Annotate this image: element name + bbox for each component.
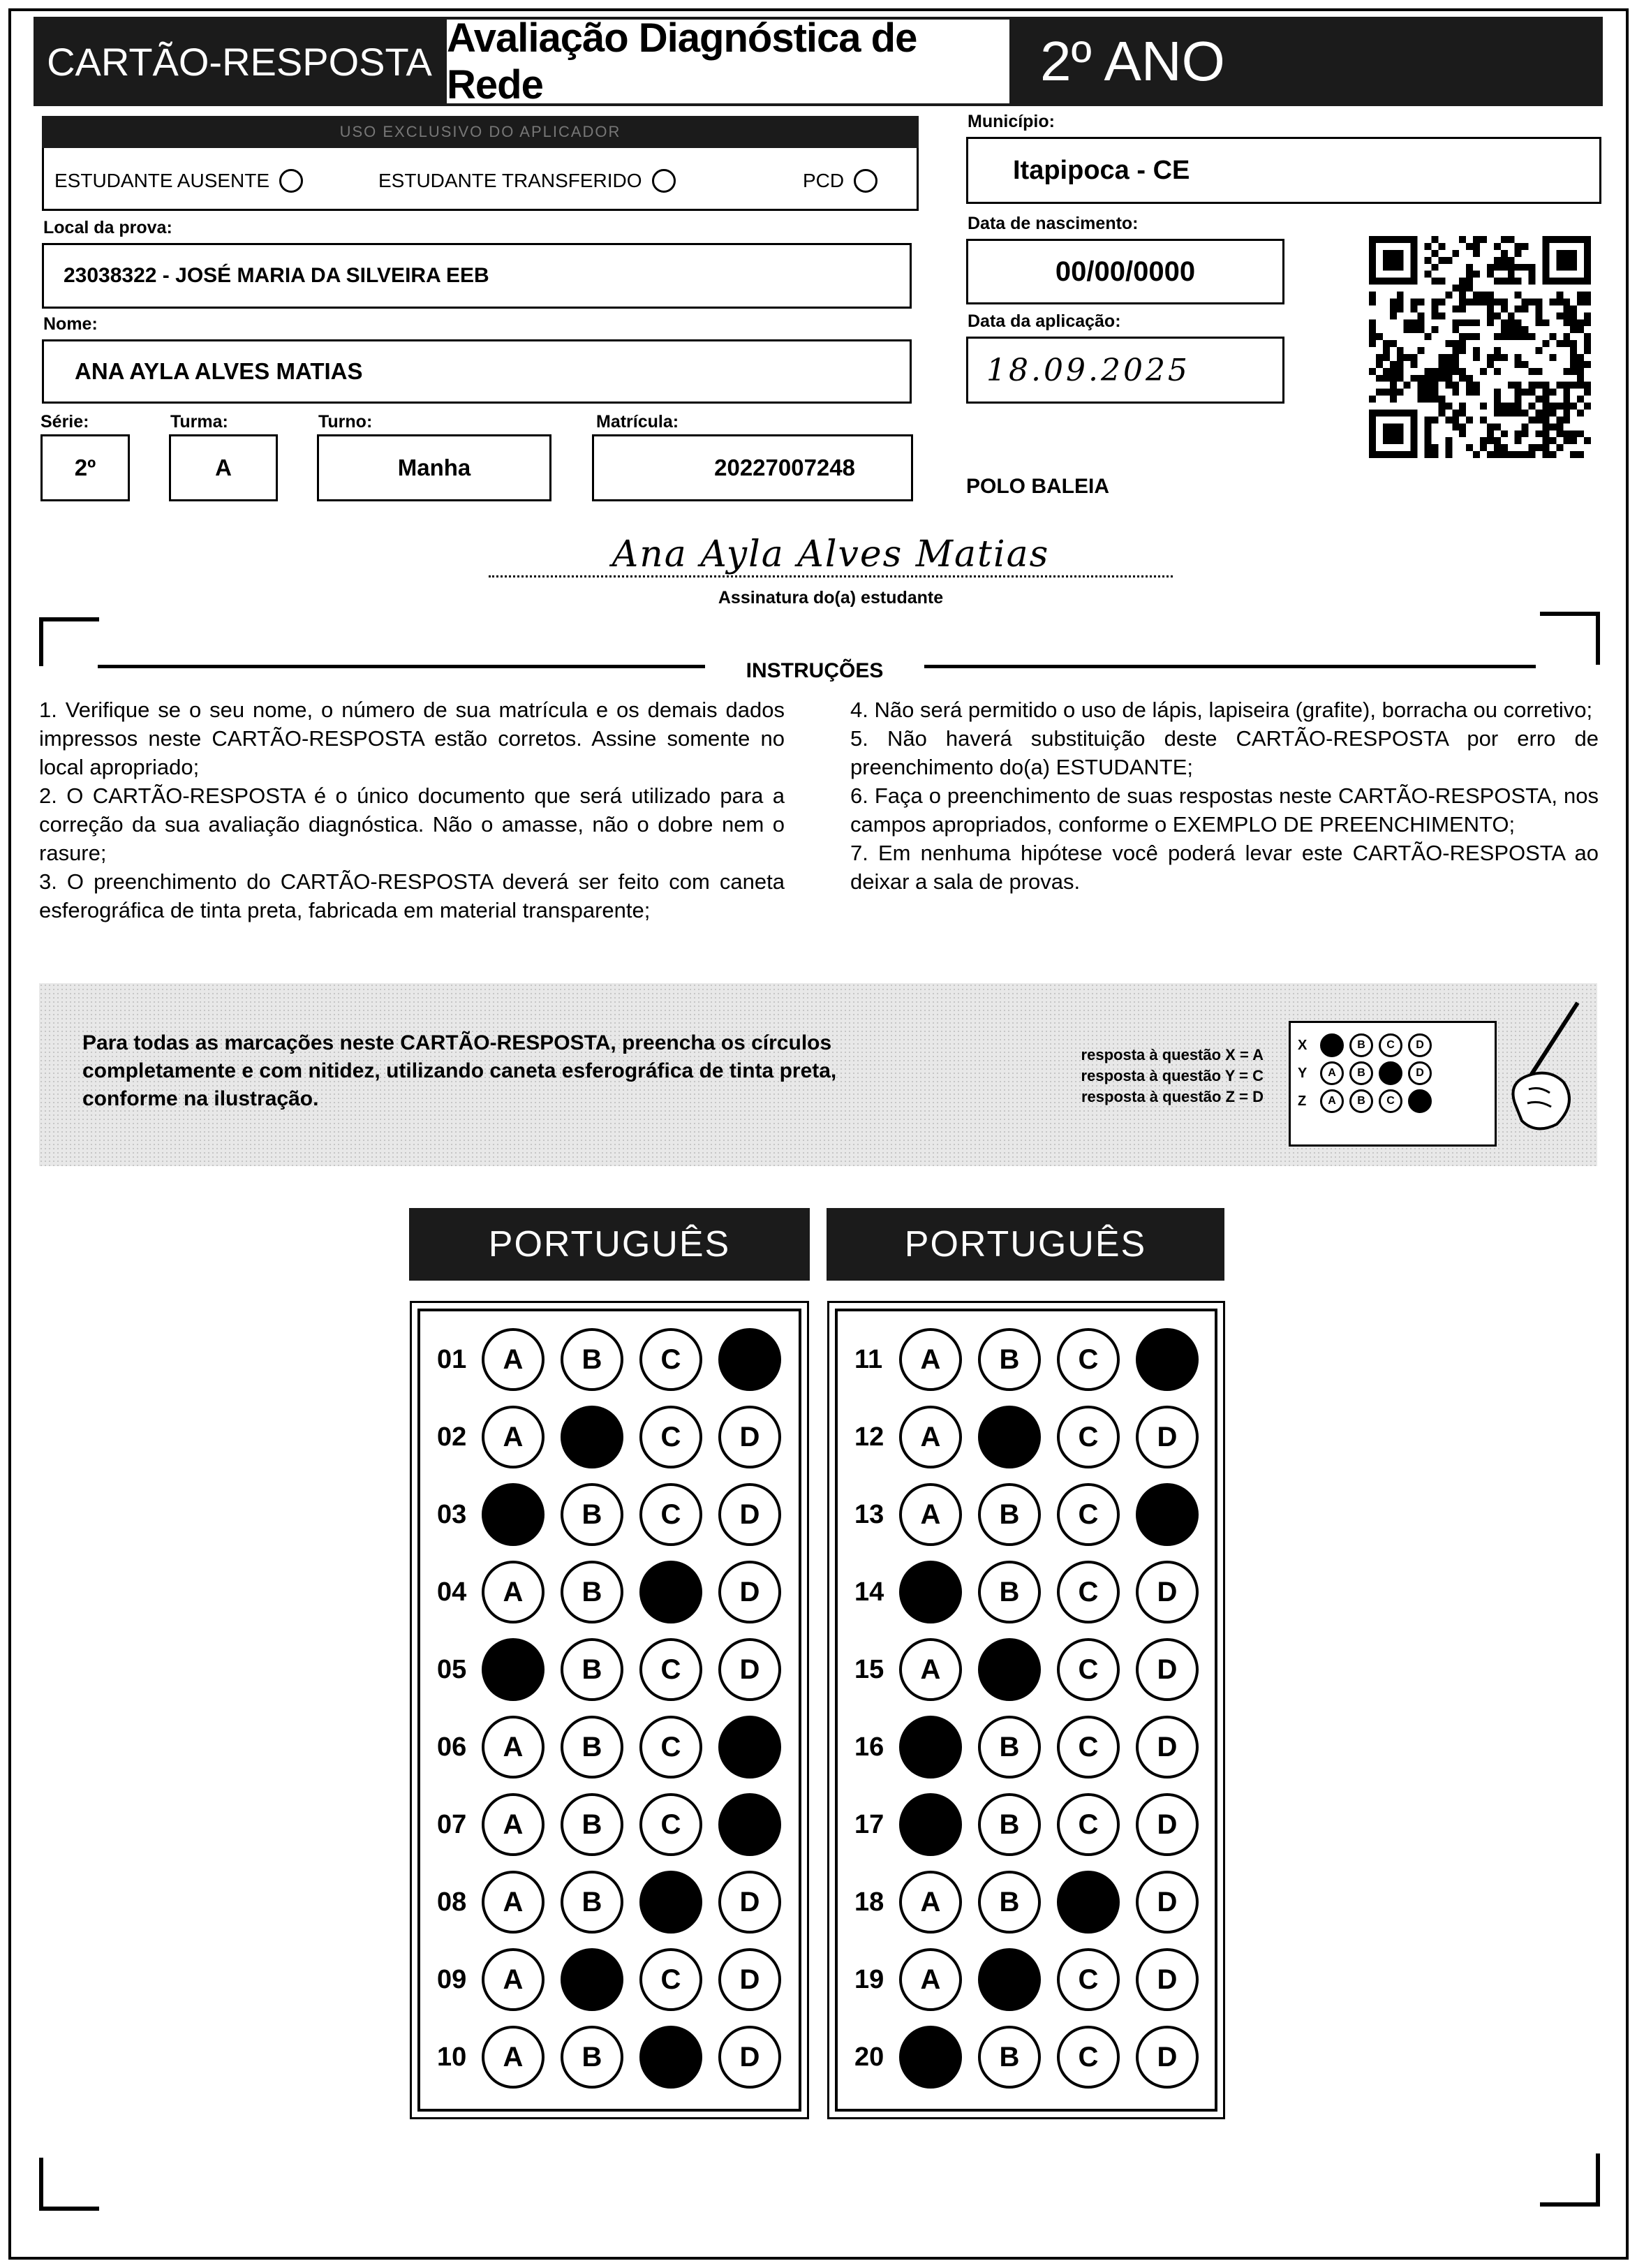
example-row-label: Y xyxy=(1298,1065,1308,1081)
pcd-circle-icon[interactable] xyxy=(854,169,877,193)
answer-bubble-b[interactable]: B xyxy=(978,1561,1041,1623)
signature-handwriting: Ana Ayla Alves Matias xyxy=(612,533,1050,575)
transferred-label: ESTUDANTE TRANSFERIDO xyxy=(378,170,642,191)
answer-bubble-d[interactable]: D xyxy=(1136,1793,1199,1856)
turno-value: Manha xyxy=(397,455,471,480)
answer-bubble-b-filled[interactable] xyxy=(978,1948,1041,2011)
question-number: 05 xyxy=(437,1654,467,1684)
matricula-label: Matrícula: xyxy=(596,412,679,432)
question-number: 18 xyxy=(854,1887,884,1917)
answer-bubble-a[interactable]: A xyxy=(482,1948,545,2011)
answer-bubble-c[interactable]: C xyxy=(1057,1561,1120,1623)
answer-bubble-a-filled[interactable] xyxy=(899,1793,962,1856)
answer-bubble-d[interactable]: D xyxy=(1136,1561,1199,1623)
question-number: 10 xyxy=(437,2042,467,2072)
nome-label: Nome: xyxy=(43,314,98,334)
answer-bubble-a[interactable]: A xyxy=(482,1871,545,1934)
answer-bubble-d[interactable]: D xyxy=(718,2026,781,2089)
serie-label: Série: xyxy=(40,412,89,432)
instruction-item: 7. Em nenhuma hipótese você poderá levar este CARTÃO-RESPOSTA ao deixar a sala de provas. xyxy=(850,841,1599,894)
instruction-item: 4. Não será permitido o uso de lápis, lapiseira (grafite), borracha ou corretivo; xyxy=(850,698,1593,722)
question-row xyxy=(437,1948,797,2011)
answer-bubble-a-filled[interactable] xyxy=(899,1561,962,1623)
polo-label: POLO BALEIA xyxy=(966,475,1110,498)
answer-bubble-d-filled[interactable] xyxy=(718,1716,781,1779)
answer-bubble-a[interactable]: A xyxy=(899,1483,962,1546)
question-number: 17 xyxy=(854,1809,884,1839)
answer-bubble-d-filled[interactable] xyxy=(1136,1483,1199,1546)
answer-bubble-b[interactable]: B xyxy=(978,1483,1041,1546)
answer-bubble-a-filled[interactable] xyxy=(482,1638,545,1701)
answer-bubble-d[interactable]: D xyxy=(718,1948,781,2011)
answer-bubble-c-filled[interactable] xyxy=(1057,1871,1120,1934)
question-number: 19 xyxy=(854,1964,884,1994)
municipio-label: Município: xyxy=(968,112,1055,131)
example-bubble-c xyxy=(1379,1061,1402,1085)
absent-checkbox[interactable] xyxy=(54,169,303,193)
aplicacao-field xyxy=(966,337,1284,404)
municipio-field xyxy=(966,137,1601,204)
question-number: 20 xyxy=(854,2042,884,2072)
question-row xyxy=(437,1871,797,1934)
answer-bubble-b[interactable]: B xyxy=(561,1716,623,1779)
fill-example-legend xyxy=(977,1045,1264,1107)
example-row xyxy=(1291,1059,1495,1087)
answer-bubble-c[interactable]: C xyxy=(1057,1483,1120,1546)
qr-code-icon xyxy=(1368,236,1592,458)
answer-bubble-d[interactable]: D xyxy=(1136,1406,1199,1468)
question-row xyxy=(854,1871,1215,1934)
answer-bubble-b[interactable]: B xyxy=(561,1328,623,1391)
transferred-circle-icon[interactable] xyxy=(652,169,676,193)
instruction-item: 5. Não haverá substituição deste CARTÃO-RESPOSTA por erro de preenchimento do(a) ESTUDANTE; xyxy=(850,726,1599,779)
legend-line: resposta à questão Z = D xyxy=(1081,1088,1264,1105)
question-row xyxy=(854,1793,1215,1856)
matricula-value: 20227007248 xyxy=(714,455,855,480)
answer-bubble-d[interactable]: D xyxy=(1136,1716,1199,1779)
answer-bubble-a[interactable]: A xyxy=(482,2026,545,2089)
instructions-title: INSTRUÇÕES xyxy=(746,659,884,682)
example-row xyxy=(1291,1087,1495,1115)
nome-value: ANA AYLA ALVES MATIAS xyxy=(75,358,363,384)
instructions-left-column xyxy=(39,695,785,925)
answer-bubble-a[interactable]: A xyxy=(482,1793,545,1856)
turno-field xyxy=(317,434,551,501)
question-row xyxy=(437,1483,797,1546)
answer-bubble-b[interactable]: B xyxy=(978,1793,1041,1856)
answer-bubble-b[interactable]: B xyxy=(978,1871,1041,1934)
answer-bubble-c[interactable]: C xyxy=(639,1638,702,1701)
pcd-label: PCD xyxy=(803,170,845,191)
answer-bubble-d[interactable]: D xyxy=(1136,1638,1199,1701)
legend-line: resposta à questão X = A xyxy=(1081,1046,1264,1063)
serie-value: 2º xyxy=(74,455,96,480)
question-number: 12 xyxy=(854,1422,884,1452)
answer-bubble-a[interactable]: A xyxy=(482,1716,545,1779)
answer-bubble-b[interactable]: B xyxy=(561,1483,623,1546)
answer-bubble-a-filled[interactable] xyxy=(899,2026,962,2089)
question-row xyxy=(437,1406,797,1468)
question-number: 16 xyxy=(854,1732,884,1762)
example-bubble-c: C xyxy=(1379,1033,1402,1057)
answer-bubble-c-filled[interactable] xyxy=(639,1561,702,1623)
instruction-item: 6. Faça o preenchimento de suas respostas neste CARTÃO-RESPOSTA, nos campos apropriados, conforme o EXEMPLO DE PREENCHIMENTO; xyxy=(850,783,1599,837)
question-number: 07 xyxy=(437,1809,467,1839)
answer-bubble-a[interactable]: A xyxy=(899,1328,962,1391)
answer-bubble-c[interactable]: C xyxy=(1057,1716,1120,1779)
example-bubble-a: A xyxy=(1320,1089,1344,1113)
answer-bubble-c[interactable]: C xyxy=(1057,1948,1120,2011)
question-row xyxy=(854,1716,1215,1779)
corner-mark-top-right xyxy=(1540,612,1600,665)
answer-bubble-d[interactable]: D xyxy=(1136,2026,1199,2089)
header-left-title: CARTÃO-RESPOSTA xyxy=(47,39,432,84)
question-row xyxy=(854,1406,1215,1468)
example-bubble-a: A xyxy=(1320,1061,1344,1085)
corner-mark-top-left xyxy=(39,617,99,666)
question-number: 03 xyxy=(437,1499,467,1529)
answer-bubble-c[interactable]: C xyxy=(639,1406,702,1468)
example-bubble-d xyxy=(1408,1089,1432,1113)
absent-label: ESTUDANTE AUSENTE xyxy=(54,170,270,191)
answer-bubble-c[interactable]: C xyxy=(1057,1793,1120,1856)
question-number: 09 xyxy=(437,1964,467,1994)
answer-bubble-a[interactable]: A xyxy=(899,1948,962,2011)
answer-bubble-c[interactable]: C xyxy=(639,1716,702,1779)
section-title-2: PORTUGUÊS xyxy=(827,1208,1224,1281)
question-row xyxy=(437,1328,797,1391)
question-row xyxy=(854,1561,1215,1623)
nascimento-field xyxy=(966,239,1284,304)
fill-example-text: Para todas as marcações neste CARTÃO-RESPOSTA, preencha os círculos completamente e com nitidez, utilizando caneta esferográfica de tinta preta, conforme na ilustração. xyxy=(82,1031,837,1110)
transferred-checkbox[interactable] xyxy=(378,169,676,193)
answer-bubble-d[interactable]: D xyxy=(1136,1871,1199,1934)
answer-bubble-b-filled[interactable] xyxy=(978,1638,1041,1701)
answer-bubble-c-filled[interactable] xyxy=(639,1871,702,1934)
example-row-label: X xyxy=(1298,1037,1308,1053)
question-row xyxy=(437,2026,797,2089)
turma-field xyxy=(169,434,278,501)
local-value: 23038322 - JOSÉ MARIA DA SILVEIRA EEB xyxy=(64,264,489,287)
answer-bubble-c[interactable]: C xyxy=(1057,1406,1120,1468)
example-bubble-d: D xyxy=(1408,1061,1432,1085)
instructions-rule-left xyxy=(98,665,705,668)
answer-grid-section-2 xyxy=(835,1309,1217,2112)
answer-bubble-b[interactable]: B xyxy=(561,1793,623,1856)
answer-bubble-a-filled[interactable] xyxy=(899,1716,962,1779)
question-number: 13 xyxy=(854,1499,884,1529)
answer-bubble-d[interactable]: D xyxy=(718,1406,781,1468)
question-row xyxy=(437,1638,797,1701)
question-number: 14 xyxy=(854,1577,884,1607)
serie-field xyxy=(40,434,130,501)
question-row xyxy=(854,1483,1215,1546)
answer-bubble-a-filled[interactable] xyxy=(482,1483,545,1546)
answer-bubble-a[interactable]: A xyxy=(899,1638,962,1701)
example-row xyxy=(1291,1031,1495,1059)
answer-bubble-b[interactable]: B xyxy=(978,1716,1041,1779)
answer-bubble-a[interactable]: A xyxy=(899,1871,962,1934)
question-row xyxy=(854,1328,1215,1391)
instructions-right-column xyxy=(850,695,1599,896)
aplicacao-label: Data da aplicação: xyxy=(968,311,1121,331)
turno-label: Turno: xyxy=(318,412,373,432)
example-bubble-a xyxy=(1320,1033,1344,1057)
answer-bubble-b[interactable]: B xyxy=(561,1638,623,1701)
legend-line: resposta à questão Y = C xyxy=(1081,1067,1264,1084)
header-center-title: Avaliação Diagnóstica de Rede xyxy=(447,20,1009,103)
answer-grid-section-1 xyxy=(417,1309,801,2112)
local-label: Local da prova: xyxy=(43,218,172,237)
corner-mark-bottom-right xyxy=(1540,2153,1600,2207)
question-row xyxy=(437,1793,797,1856)
answer-bubble-d[interactable]: D xyxy=(1136,1948,1199,2011)
answer-bubble-c[interactable]: C xyxy=(639,1483,702,1546)
instruction-item: 3. O preenchimento do CARTÃO-RESPOSTA deverá ser feito com caneta esferográfica de tinta preta, fabricada em material transparente; xyxy=(39,869,785,922)
answer-bubble-b[interactable]: B xyxy=(561,1871,623,1934)
answer-bubble-c[interactable]: C xyxy=(1057,1328,1120,1391)
answer-bubble-a[interactable]: A xyxy=(482,1406,545,1468)
question-row xyxy=(437,1561,797,1623)
answer-bubble-c[interactable]: C xyxy=(639,1328,702,1391)
question-number: 02 xyxy=(437,1422,467,1452)
answer-bubble-b[interactable]: B xyxy=(561,2026,623,2089)
answer-bubble-d[interactable]: D xyxy=(718,1638,781,1701)
answer-bubble-c[interactable]: C xyxy=(639,1948,702,2011)
example-row-label: Z xyxy=(1298,1093,1307,1109)
answer-bubble-d[interactable]: D xyxy=(718,1561,781,1623)
answer-bubble-c-filled[interactable] xyxy=(639,2026,702,2089)
question-row xyxy=(437,1716,797,1779)
section-title-1: PORTUGUÊS xyxy=(409,1208,810,1281)
example-bubble-b: B xyxy=(1349,1061,1373,1085)
answer-bubble-b-filled[interactable] xyxy=(561,1948,623,2011)
answer-bubble-b-filled[interactable] xyxy=(978,1406,1041,1468)
local-field xyxy=(42,243,912,309)
question-number: 06 xyxy=(437,1732,467,1762)
answer-bubble-a[interactable]: A xyxy=(482,1328,545,1391)
example-bubble-b: B xyxy=(1349,1089,1373,1113)
answer-bubble-d-filled[interactable] xyxy=(1136,1328,1199,1391)
example-bubble-b: B xyxy=(1349,1033,1373,1057)
instruction-item: 1. Verifique se o seu nome, o número de sua matrícula e os demais dados impressos neste CARTÃO-RESPOSTA estão corretos. Assine somente no local apropriado; xyxy=(39,698,785,779)
answer-bubble-c[interactable]: C xyxy=(1057,1638,1120,1701)
instruction-item: 2. O CARTÃO-RESPOSTA é o único documento que será utilizado para a correção da sua avaliação diagnóstica. Não o amasse, não o dobre nem o rasure; xyxy=(39,783,785,865)
answer-bubble-a[interactable]: A xyxy=(482,1561,545,1623)
answer-bubble-c[interactable]: C xyxy=(639,1793,702,1856)
example-bubble-d: D xyxy=(1408,1033,1432,1057)
example-bubble-c: C xyxy=(1379,1089,1402,1113)
question-number: 04 xyxy=(437,1577,467,1607)
question-number: 08 xyxy=(437,1887,467,1917)
municipio-value: Itapipoca - CE xyxy=(1013,155,1190,185)
question-number: 15 xyxy=(854,1654,884,1684)
instructions-rule-right xyxy=(924,665,1536,668)
nascimento-value: 00/00/0000 xyxy=(1055,256,1196,287)
corner-mark-bottom-left xyxy=(39,2158,99,2211)
answer-bubble-b[interactable]: B xyxy=(978,2026,1041,2089)
matricula-field xyxy=(592,434,913,501)
answer-bubble-d[interactable]: D xyxy=(718,1871,781,1934)
absent-circle-icon[interactable] xyxy=(279,169,303,193)
turma-label: Turma: xyxy=(170,412,228,432)
question-number: 01 xyxy=(437,1344,467,1374)
question-number: 11 xyxy=(854,1344,883,1374)
applicator-title: USO EXCLUSIVO DO APLICADOR xyxy=(42,116,919,148)
question-row xyxy=(854,1638,1215,1701)
answer-bubble-b[interactable]: B xyxy=(561,1561,623,1623)
answer-bubble-a[interactable]: A xyxy=(899,1406,962,1468)
answer-bubble-b-filled[interactable] xyxy=(561,1406,623,1468)
aplicacao-handwritten-value: 18.09.2025 xyxy=(986,352,1190,388)
question-row xyxy=(854,1948,1215,2011)
turma-value: A xyxy=(215,455,232,480)
answer-bubble-d[interactable]: D xyxy=(718,1483,781,1546)
pen-hand-icon xyxy=(1501,999,1585,1138)
pcd-checkbox[interactable] xyxy=(803,169,877,193)
answer-bubble-d-filled[interactable] xyxy=(718,1328,781,1391)
signature-line xyxy=(489,575,1173,577)
answer-bubble-d-filled[interactable] xyxy=(718,1793,781,1856)
answer-bubble-c[interactable]: C xyxy=(1057,2026,1120,2089)
header-grade-title: 2º ANO xyxy=(1040,30,1225,92)
nascimento-label: Data de nascimento: xyxy=(968,214,1139,233)
signature-caption: Assinatura do(a) estudante xyxy=(718,588,944,608)
answer-bubble-b[interactable]: B xyxy=(978,1328,1041,1391)
nome-field xyxy=(42,339,912,404)
fill-example-grid xyxy=(1289,1021,1497,1147)
question-row xyxy=(854,2026,1215,2089)
